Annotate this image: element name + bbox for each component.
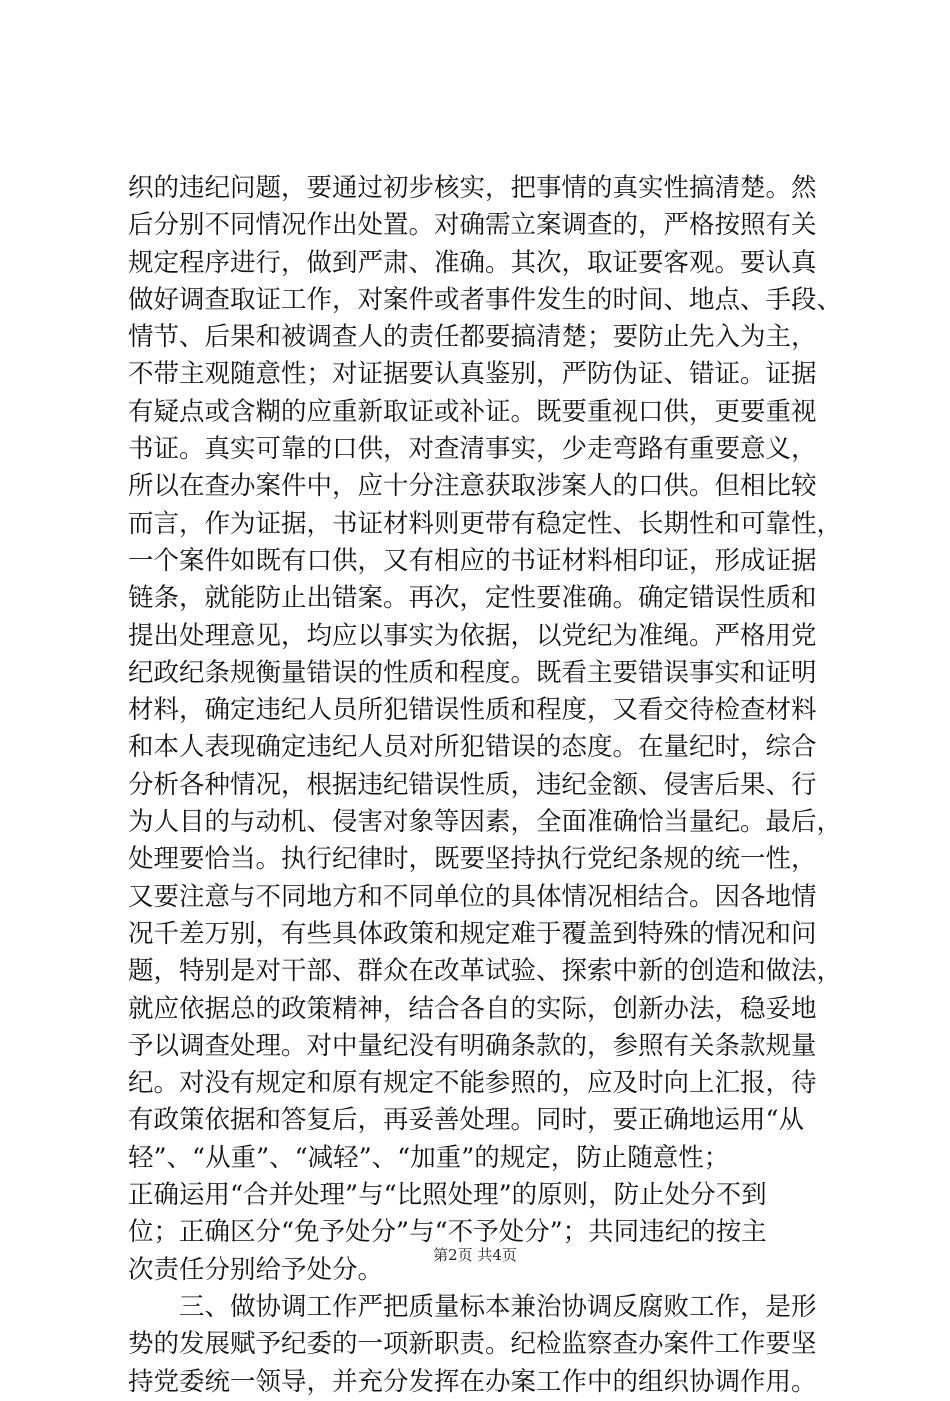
text-line: 提出处理意见，均应以事实为依据，以党纪为准绳。严格用党 xyxy=(128,620,817,651)
text-line: 有政策依据和答复后，再妥善处理。同时，要正确地运用“从 xyxy=(128,1105,805,1136)
text-line: 题，特别是对干部、群众在改革试验、探索中新的创造和做法， xyxy=(128,956,843,987)
text-line: 规定程序进行，做到严肃、准确。其次，取证要客观。要认真 xyxy=(128,247,817,278)
text-line: 持党委统一领导，并充分发挥在办案工作中的组织协调作用。 xyxy=(128,1366,817,1397)
text-line: 纪政纪条规衡量错误的性质和程度。既看主要错误事实和证明 xyxy=(128,657,817,688)
text-line: 位；正确区分“免予处分”与“不予处分”；共同违纪的按主 xyxy=(128,1217,767,1248)
text-line: 纪。对没有规定和原有规定不能参照的，应及时向上汇报，待 xyxy=(128,1068,817,1099)
text-line: 后分别不同情况作出处置。对确需立案调查的，严格按照有关 xyxy=(128,210,817,241)
text-line: 情节、后果和被调查人的责任都要搞清楚；要防止先入为主， xyxy=(128,322,817,353)
text-line: 所以在查办案件中，应十分注意获取涉案人的口供。但相比较 xyxy=(128,471,817,502)
text-line: 材料，确定违纪人员所犯错误性质和程度，又看交待检查材料 xyxy=(128,695,817,726)
text-line: 做好调查取证工作，对案件或者事件发生的时间、地点、手段、 xyxy=(128,284,843,315)
text-line: 又要注意与不同地方和不同单位的具体情况相结合。因各地情 xyxy=(128,881,817,912)
text-line: 不带主观随意性；对证据要认真鉴别，严防伪证、错证。证据 xyxy=(128,359,817,390)
text-line: 织的违纪问题，要通过初步核实，把事情的真实性搞清楚。然 xyxy=(128,173,817,203)
text-line: 处理要恰当。执行纪律时，既要坚持执行党纪条规的统一性， xyxy=(128,844,817,875)
text-line: 次责任分别给予处分。 xyxy=(128,1254,384,1285)
text-line: 予以调查处理。对中量纪没有明确条款的，参照有关条款规量 xyxy=(128,1030,817,1061)
text-line: 而言，作为证据，书证材料则更带有稳定性、长期性和可靠性， xyxy=(128,508,843,539)
text-line: 为人目的与动机、侵害对象等因素，全面准确恰当量纪。最后， xyxy=(128,807,843,838)
text-line: 有疑点或含糊的应重新取证或补证。既要重视口供，更要重视 xyxy=(128,396,817,427)
document-body xyxy=(128,170,848,1401)
text-line: 分析各种情况，根据违纪错误性质，违纪金额、侵害后果、行 xyxy=(128,769,817,800)
text-line: 链条，就能防止出错案。再次，定性要准确。确定错误性质和 xyxy=(128,583,817,614)
text-line: 一个案件如既有口供，又有相应的书证材料相印证，形成证据 xyxy=(128,545,817,576)
text-line: 况千差万别，有些具体政策和规定难于覆盖到特殊的情况和问 xyxy=(128,918,817,949)
text-line: 和本人表现确定违纪人员对所犯错误的态度。在量纪时，综合 xyxy=(128,732,817,763)
text-line: 书证。真实可靠的口供，对查清事实，少走弯路有重要意义， xyxy=(128,434,817,465)
text-line: 就应依据总的政策精神，结合各自的实际，创新办法，稳妥地 xyxy=(128,993,817,1024)
page-number-footer: 第2页 共4页 xyxy=(433,1246,517,1264)
text-line: 轻”、“从重”、“减轻”、“加重”的规定，防止随意性； xyxy=(128,1142,730,1173)
text-line: 正确运用“合并处理”与“比照处理”的原则，防止处分不到 xyxy=(128,1180,767,1211)
text-line: 势的发展赋予纪委的一项新职责。纪检监察查办案件工作要坚 xyxy=(128,1329,817,1360)
paragraph-start-line: 三、做协调工作严把质量标本兼治协调反腐败工作，是形 xyxy=(179,1291,817,1322)
